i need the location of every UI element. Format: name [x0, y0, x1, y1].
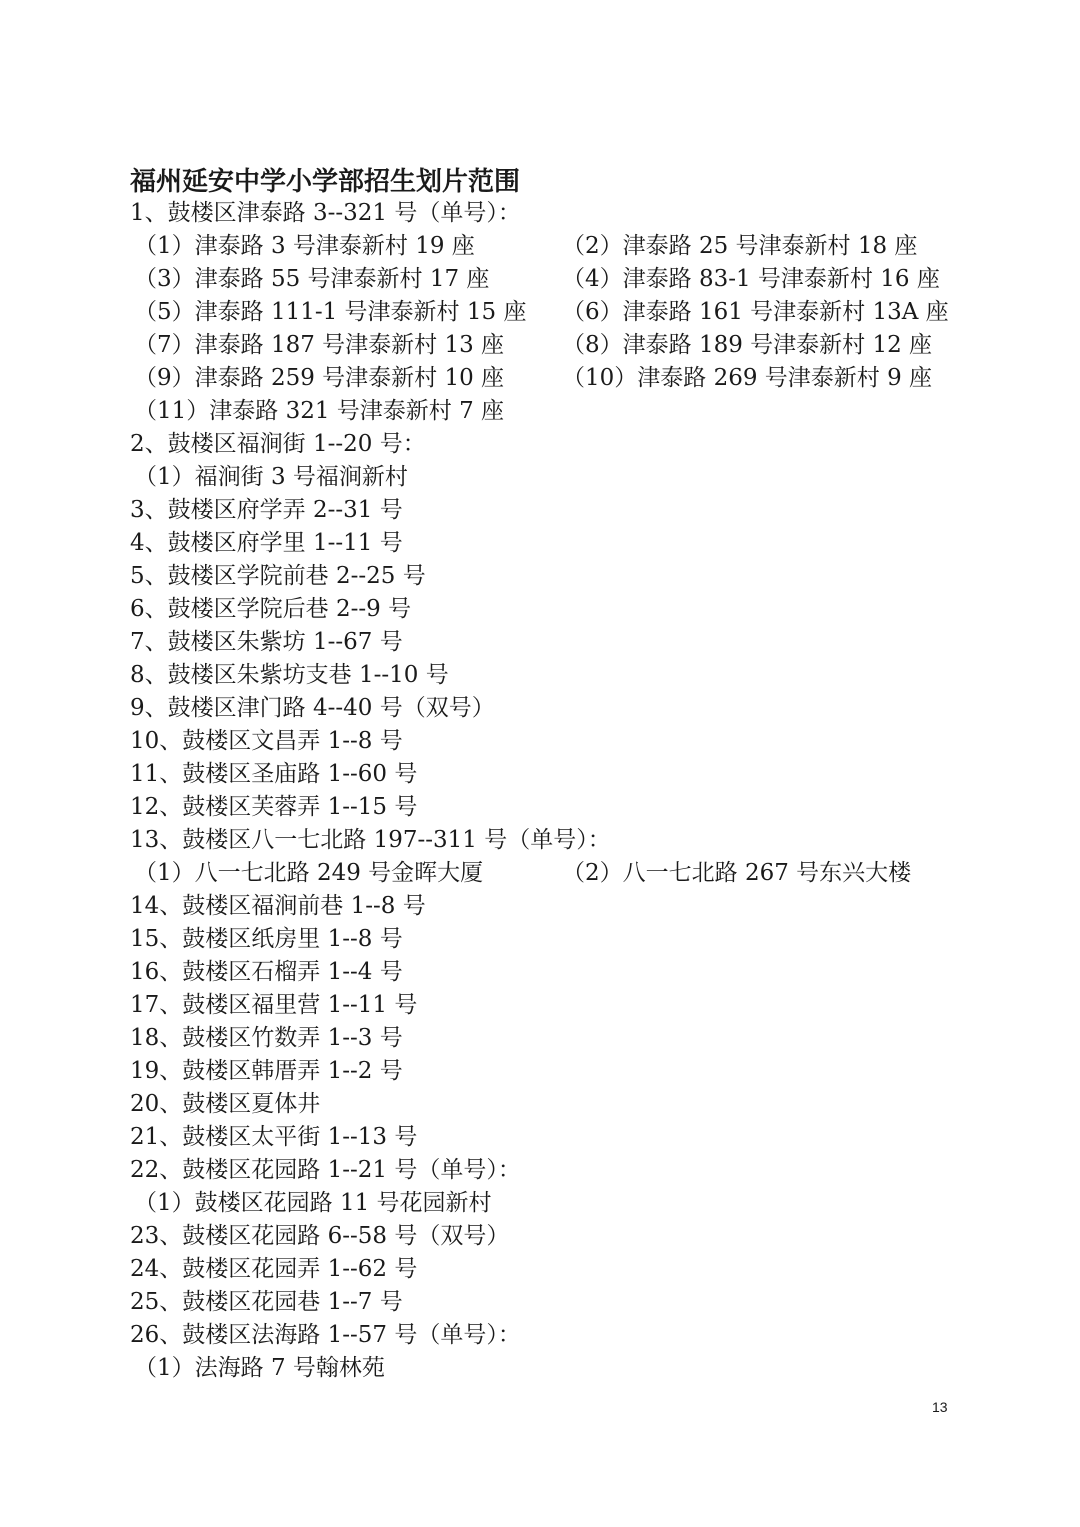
list-item-text: 14、鼓楼区福涧前巷 1--8 号	[130, 893, 426, 919]
list-item	[130, 197, 990, 230]
list-item-text: 23、鼓楼区花园路 6--58 号（双号）	[130, 1223, 510, 1249]
list-item	[130, 1022, 990, 1055]
page-number: 13	[932, 1399, 948, 1415]
list-item-text: 26、鼓楼区法海路 1--57 号（单号）：	[130, 1322, 521, 1348]
list-item	[130, 1253, 990, 1286]
list-item-text: 25、鼓楼区花园巷 1--7 号	[130, 1289, 403, 1315]
sub-item-text: （9）津泰路 259 号津泰新村 10 座	[134, 365, 505, 391]
sub-item-row	[130, 395, 990, 428]
sub-item-text: （1）津泰路 3 号津泰新村 19 座	[134, 233, 475, 259]
sub-item-text: （5）津泰路 111-1 号津泰新村 15 座	[134, 299, 527, 325]
list-item-text: 6、鼓楼区学院后巷 2--9 号	[130, 596, 412, 622]
list-item-text: 4、鼓楼区府学里 1--11 号	[130, 530, 403, 556]
sub-item-text: （7）津泰路 187 号津泰新村 13 座	[134, 332, 505, 358]
list-item	[130, 1088, 990, 1121]
sub-item-row	[130, 362, 990, 395]
list-item	[130, 1154, 990, 1187]
list-item-text: 11、鼓楼区圣庙路 1--60 号	[130, 761, 418, 787]
sub-item-text: （11）津泰路 321 号津泰新村 7 座	[134, 398, 505, 424]
list-item	[130, 1319, 990, 1352]
list-item	[130, 692, 990, 725]
sub-item-text-secondary: （10）津泰路 269 号津泰新村 9 座	[562, 365, 933, 391]
list-item-text: 19、鼓楼区韩厝弄 1--2 号	[130, 1058, 403, 1084]
sub-item-text: （3）津泰路 55 号津泰新村 17 座	[134, 266, 490, 292]
list-item	[130, 593, 990, 626]
sub-item-row	[130, 263, 990, 296]
list-item	[130, 758, 990, 791]
sub-item-row	[130, 296, 990, 329]
list-item-text: 16、鼓楼区石榴弄 1--4 号	[130, 959, 403, 985]
enrollment-zone-list	[130, 197, 990, 1385]
sub-item-text-secondary: （6）津泰路 161 号津泰新村 13A 座	[562, 299, 949, 325]
list-item	[130, 824, 990, 857]
list-item	[130, 956, 990, 989]
list-item-text: 12、鼓楼区芙蓉弄 1--15 号	[130, 794, 418, 820]
list-item-text: 13、鼓楼区八一七北路 197--311 号（单号）：	[130, 827, 611, 853]
list-item-text: 20、鼓楼区夏体井	[130, 1091, 321, 1117]
document-title: 福州延安中学小学部招生划片范围	[130, 167, 521, 197]
list-item-text: 2、鼓楼区福涧街 1--20 号：	[130, 431, 426, 457]
list-item-text: 10、鼓楼区文昌弄 1--8 号	[130, 728, 403, 754]
sub-item-text-secondary: （2）八一七北路 267 号东兴大楼	[562, 860, 912, 886]
sub-item-row	[130, 230, 990, 263]
list-item	[130, 1286, 990, 1319]
sub-item-text-secondary: （8）津泰路 189 号津泰新村 12 座	[562, 332, 933, 358]
sub-item-text: （1）福涧街 3 号福涧新村	[134, 464, 408, 490]
list-item	[130, 989, 990, 1022]
list-item-text: 7、鼓楼区朱紫坊 1--67 号	[130, 629, 403, 655]
sub-item-row	[130, 1352, 990, 1385]
list-item	[130, 560, 990, 593]
sub-item-text-secondary: （4）津泰路 83-1 号津泰新村 16 座	[562, 266, 940, 292]
list-item	[130, 725, 990, 758]
list-item-text: 22、鼓楼区花园路 1--21 号（单号）：	[130, 1157, 521, 1183]
sub-item-text: （1）八一七北路 249 号金晖大厦	[134, 860, 484, 886]
list-item	[130, 923, 990, 956]
list-item	[130, 1121, 990, 1154]
list-item-text: 18、鼓楼区竹数弄 1--3 号	[130, 1025, 403, 1051]
sub-item-row	[130, 1187, 990, 1220]
sub-item-row	[130, 461, 990, 494]
list-item	[130, 1055, 990, 1088]
list-item-text: 8、鼓楼区朱紫坊支巷 1--10 号	[130, 662, 449, 688]
sub-item-text: （1）法海路 7 号翰林苑	[134, 1355, 385, 1381]
list-item-text: 21、鼓楼区太平街 1--13 号	[130, 1124, 418, 1150]
list-item-text: 1、鼓楼区津泰路 3--321 号（单号）：	[130, 200, 521, 226]
list-item	[130, 1220, 990, 1253]
sub-item-row	[130, 857, 990, 890]
list-item	[130, 494, 990, 527]
list-item	[130, 428, 990, 461]
list-item-text: 3、鼓楼区府学弄 2--31 号	[130, 497, 403, 523]
list-item-text: 5、鼓楼区学院前巷 2--25 号	[130, 563, 426, 589]
list-item	[130, 659, 990, 692]
list-item	[130, 791, 990, 824]
sub-item-row	[130, 329, 990, 362]
list-item-text: 24、鼓楼区花园弄 1--62 号	[130, 1256, 418, 1282]
list-item-text: 9、鼓楼区津门路 4--40 号（双号）	[130, 695, 495, 721]
list-item	[130, 626, 990, 659]
list-item	[130, 890, 990, 923]
list-item	[130, 527, 990, 560]
list-item-text: 17、鼓楼区福里营 1--11 号	[130, 992, 418, 1018]
list-item-text: 15、鼓楼区纸房里 1--8 号	[130, 926, 403, 952]
sub-item-text: （1）鼓楼区花园路 11 号花园新村	[134, 1190, 492, 1216]
sub-item-text-secondary: （2）津泰路 25 号津泰新村 18 座	[562, 233, 918, 259]
